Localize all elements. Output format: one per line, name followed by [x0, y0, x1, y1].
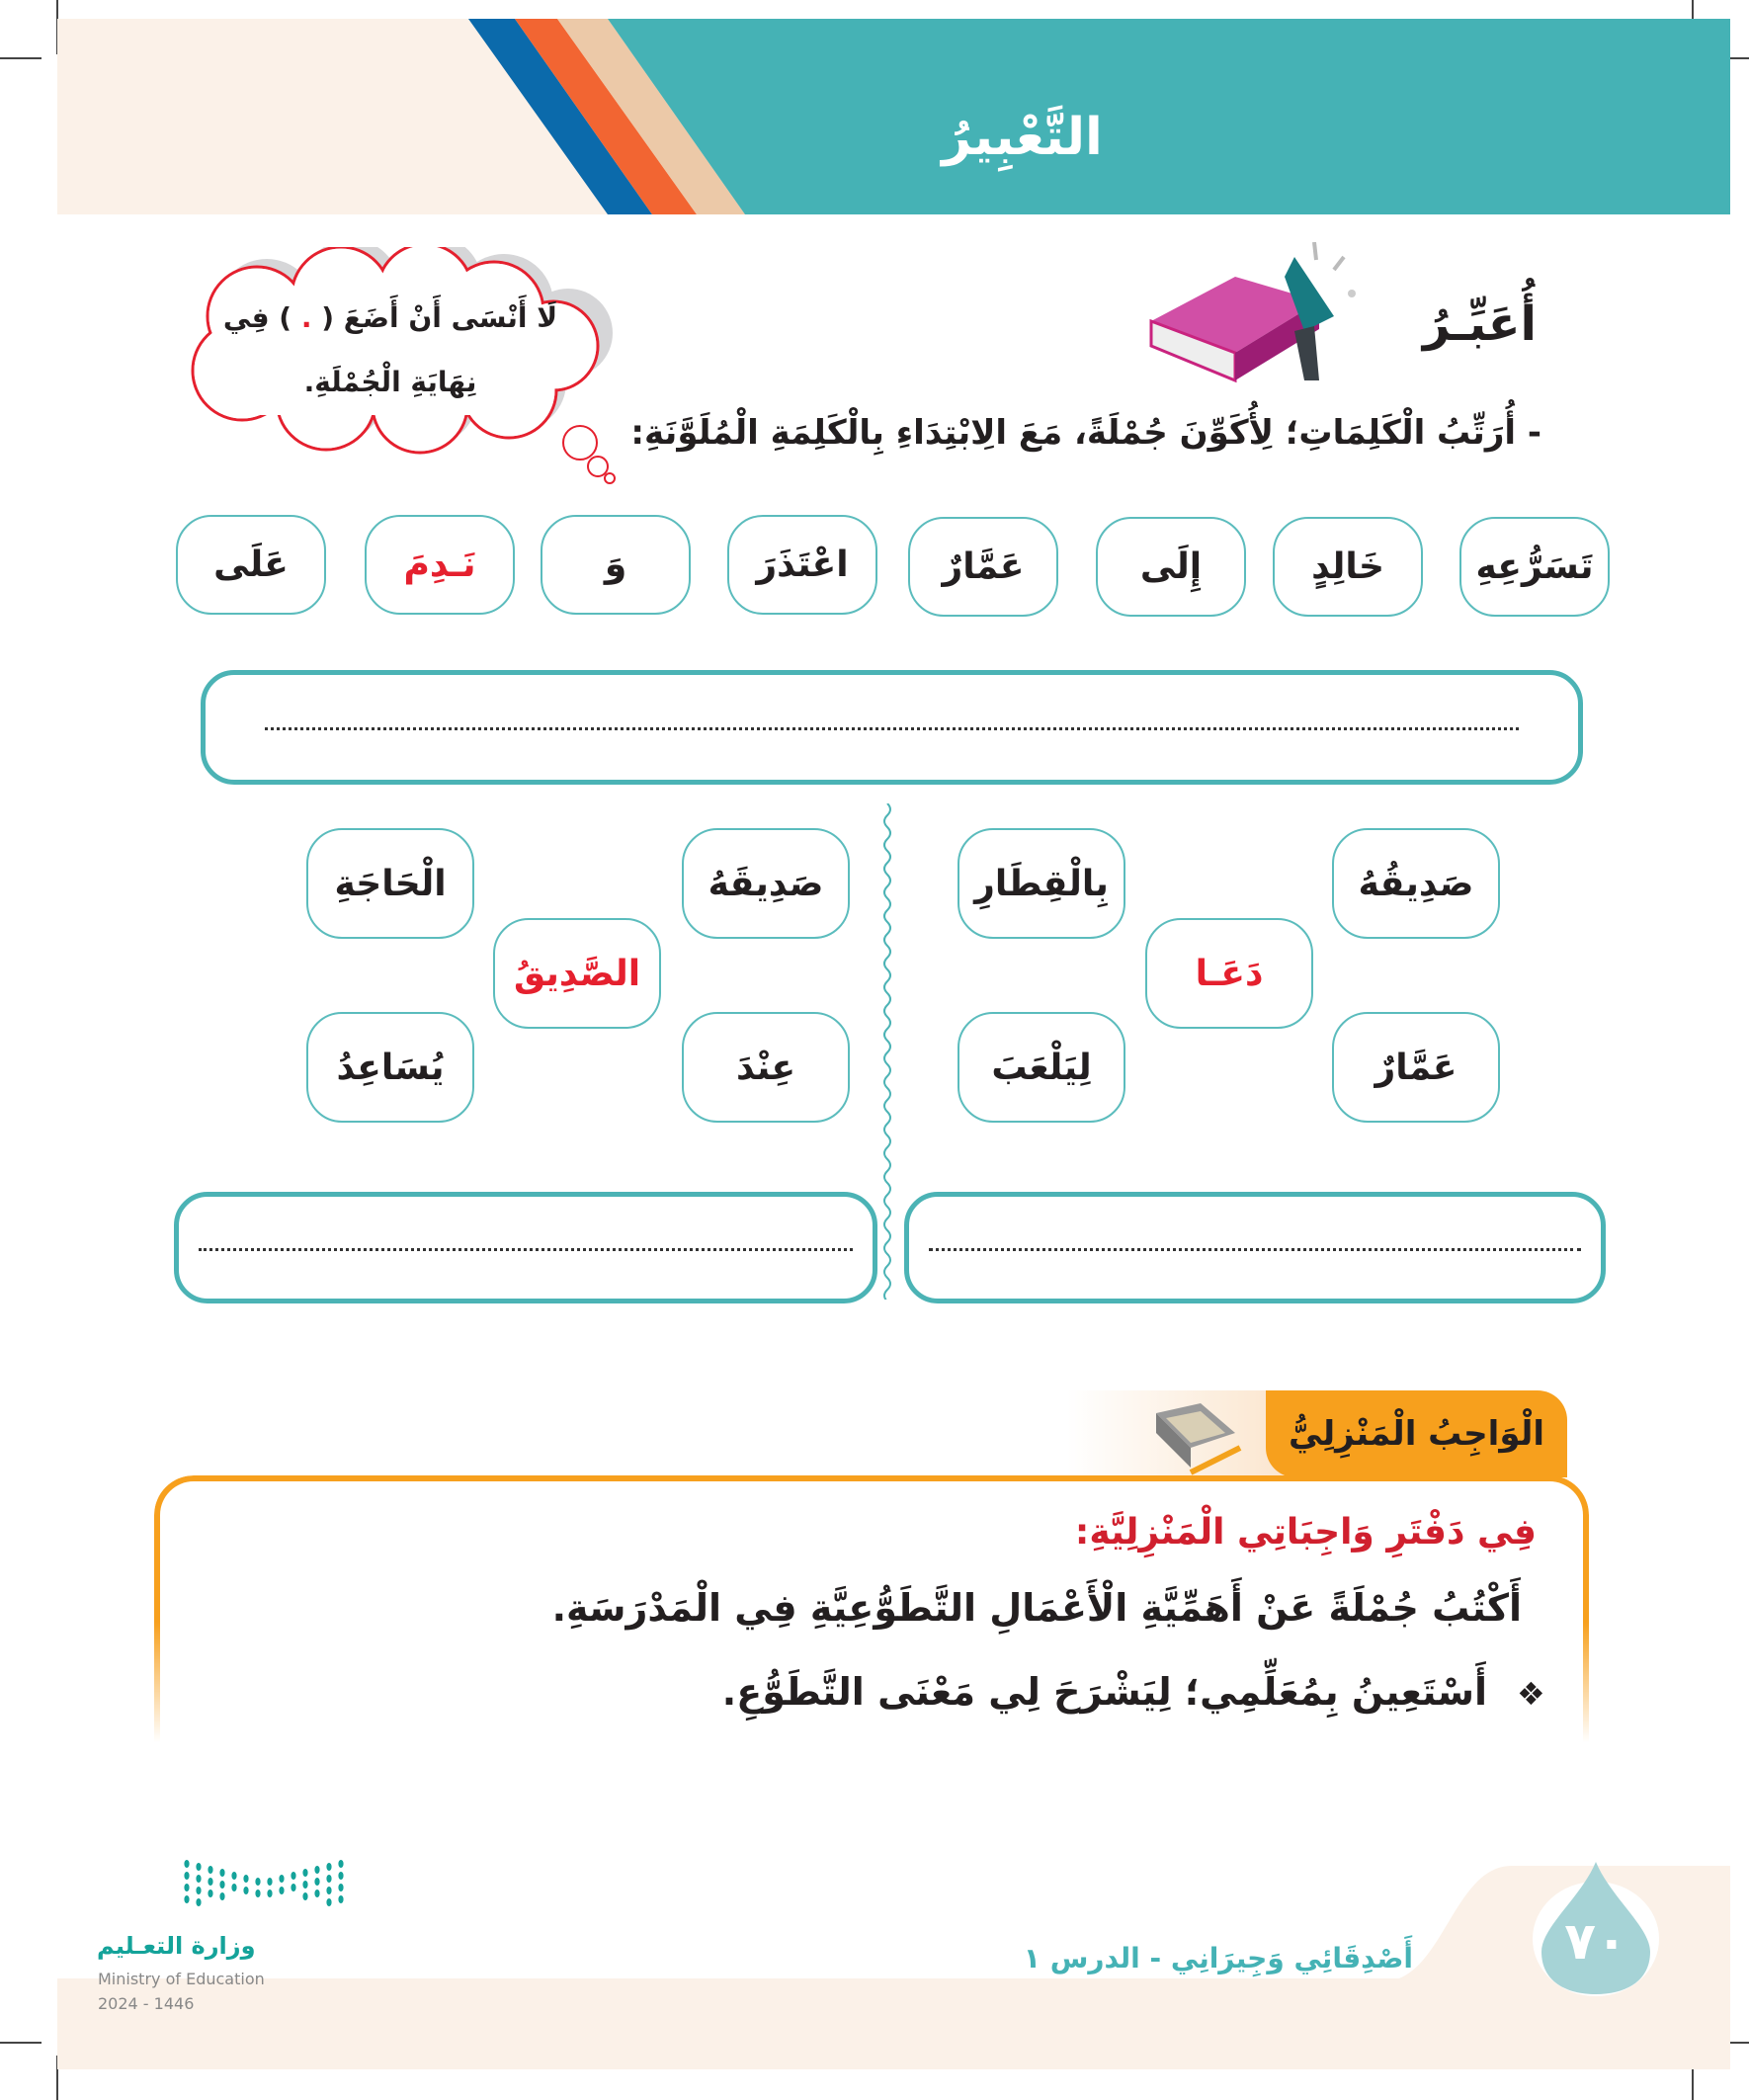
- word-card[interactable]: اعْتَذَرَ: [727, 515, 877, 615]
- word-card[interactable]: عَلَى: [176, 515, 326, 615]
- book-megaphone-icon: [1146, 242, 1359, 385]
- word-card[interactable]: بِالْقِطَارِ: [958, 828, 1125, 939]
- footer-band: [57, 1978, 1730, 2069]
- logo-dot: [338, 1860, 343, 1868]
- tip-text: ) فِي: [222, 301, 292, 334]
- word-card[interactable]: تَسَرُّعِهِ: [1459, 517, 1610, 617]
- page-header-banner: [57, 19, 1730, 214]
- instruction-text: - أُرَتِّبُ الْكَلِمَاتِ؛ لِأُكَوِّنَ جُمْلَةً، مَعَ الِابْتِدَاءِ بِالْكَلِمَةِ الْمُلَوَّنَةِ:: [630, 413, 1541, 453]
- logo-dot: [314, 1878, 319, 1886]
- period-symbol: .: [300, 301, 312, 334]
- logo-dot: [219, 1881, 224, 1889]
- logo-dot: [326, 1887, 331, 1894]
- word-card[interactable]: عَمَّارٌ: [908, 517, 1058, 617]
- logo-dot: [243, 1875, 248, 1883]
- logo-dot: [196, 1863, 201, 1871]
- answer-line: [199, 1248, 853, 1251]
- logo-dot: [291, 1884, 295, 1891]
- answer-box-2[interactable]: [904, 1192, 1606, 1303]
- word-card[interactable]: خَالِدٍ: [1273, 517, 1423, 617]
- logo-dot: [326, 1863, 331, 1871]
- logo-dot: [255, 1890, 260, 1897]
- word-card[interactable]: وَ: [541, 515, 691, 615]
- logo-dot: [208, 1890, 212, 1897]
- logo-dot: [231, 1884, 236, 1891]
- page-number: ٧٠: [1564, 1912, 1627, 1972]
- word-card[interactable]: يُسَاعِدُ: [306, 1012, 474, 1123]
- word-card[interactable]: لِيَلْعَبَ: [958, 1012, 1125, 1123]
- logo-dot: [302, 1881, 307, 1889]
- logo-dot: [255, 1878, 260, 1886]
- page-title: التَّعْبِيرُ: [942, 108, 1103, 167]
- logo-dot: [231, 1872, 236, 1880]
- bullet-icon: ❖: [1517, 1675, 1545, 1713]
- logo-dot: [326, 1898, 331, 1906]
- answer-line: [265, 727, 1519, 730]
- tip-line-2: نِهَايَةِ الْجُمْلَةِ.: [303, 366, 477, 398]
- homework-tip: أَسْتَعِينُ بِمُعَلِّمِي؛ لِيَشْرَحَ لِي مَعْنَى التَّطَوُّعِ.: [721, 1670, 1487, 1714]
- logo-dot: [196, 1875, 201, 1883]
- logo-dot: [291, 1872, 295, 1880]
- logo-dot: [196, 1887, 201, 1894]
- homework-task: أَكْتُبُ جُمْلَةً عَنْ أَهَمِّيَّةِ الْأَعْمَالِ التَّطَوُّعِيَّةِ فِي الْمَدْرَسَةِ.: [551, 1586, 1522, 1630]
- word-card[interactable]: صَدِيقُهُ: [1332, 828, 1500, 939]
- word-card[interactable]: عَمَّارٌ: [1332, 1012, 1500, 1123]
- logo-dot: [338, 1884, 343, 1891]
- lesson-title: أَصْدِقَائِي وَجِيرَانِي - الدرس ١: [1023, 1942, 1413, 1974]
- logo-dot: [208, 1866, 212, 1874]
- word-card[interactable]: صَدِيقَهُ: [682, 828, 850, 939]
- edition-year: 2024 - 1446: [98, 1994, 195, 2013]
- logo-dot: [338, 1872, 343, 1880]
- ministry-logo-icon: [181, 1858, 354, 1919]
- logo-dot: [184, 1884, 189, 1891]
- logo-dot: [208, 1878, 212, 1886]
- homework-intro: فِي دَفْتَرِ وَاجِبَاتِي الْمَنْزِلِيَّةِ:: [1074, 1512, 1537, 1553]
- crop-mark: [0, 57, 42, 59]
- logo-dot: [219, 1869, 224, 1877]
- logo-dot: [338, 1895, 343, 1903]
- tip-text: لَا أَنْسَى أَنْ أَضَعَ (: [321, 301, 558, 334]
- word-card-highlighted[interactable]: الصَّدِيقُ: [493, 918, 661, 1029]
- homework-tab: الْوَاجِبُ الْمَنْزِلِيُّ: [1266, 1390, 1567, 1477]
- logo-dot: [314, 1866, 319, 1874]
- logo-dot: [302, 1869, 307, 1877]
- ministry-name-ar: وزارة التعـليم: [97, 1932, 256, 1960]
- word-card[interactable]: عِنْدَ: [682, 1012, 850, 1123]
- section-heading: أُعَبِّـرُ: [1422, 296, 1537, 352]
- logo-dot: [196, 1898, 201, 1906]
- word-card[interactable]: إِلَى: [1096, 517, 1246, 617]
- tip-line-1: [212, 301, 568, 334]
- ministry-name-en: Ministry of Education: [98, 1970, 265, 1988]
- logo-dot: [184, 1895, 189, 1903]
- homework-box-pencil-icon: [1146, 1393, 1245, 1477]
- logo-dot: [267, 1890, 272, 1897]
- logo-dot: [243, 1887, 248, 1894]
- answer-box-1[interactable]: [201, 670, 1583, 785]
- logo-dot: [184, 1860, 189, 1868]
- answer-box-3[interactable]: [174, 1192, 877, 1303]
- logo-dot: [302, 1892, 307, 1900]
- logo-dot: [326, 1875, 331, 1883]
- word-card[interactable]: الْحَاجَةِ: [306, 828, 474, 939]
- crop-mark: [0, 2042, 42, 2044]
- answer-line: [929, 1248, 1581, 1251]
- logo-dot: [267, 1878, 272, 1886]
- logo-dot: [314, 1890, 319, 1897]
- logo-dot: [219, 1892, 224, 1900]
- word-card-highlighted[interactable]: دَعَـا: [1145, 918, 1313, 1029]
- logo-dot: [184, 1872, 189, 1880]
- logo-dot: [279, 1887, 284, 1894]
- wavy-divider: [879, 803, 895, 1300]
- logo-dot: [279, 1875, 284, 1883]
- word-card-highlighted[interactable]: نَـدِمَ: [365, 515, 515, 615]
